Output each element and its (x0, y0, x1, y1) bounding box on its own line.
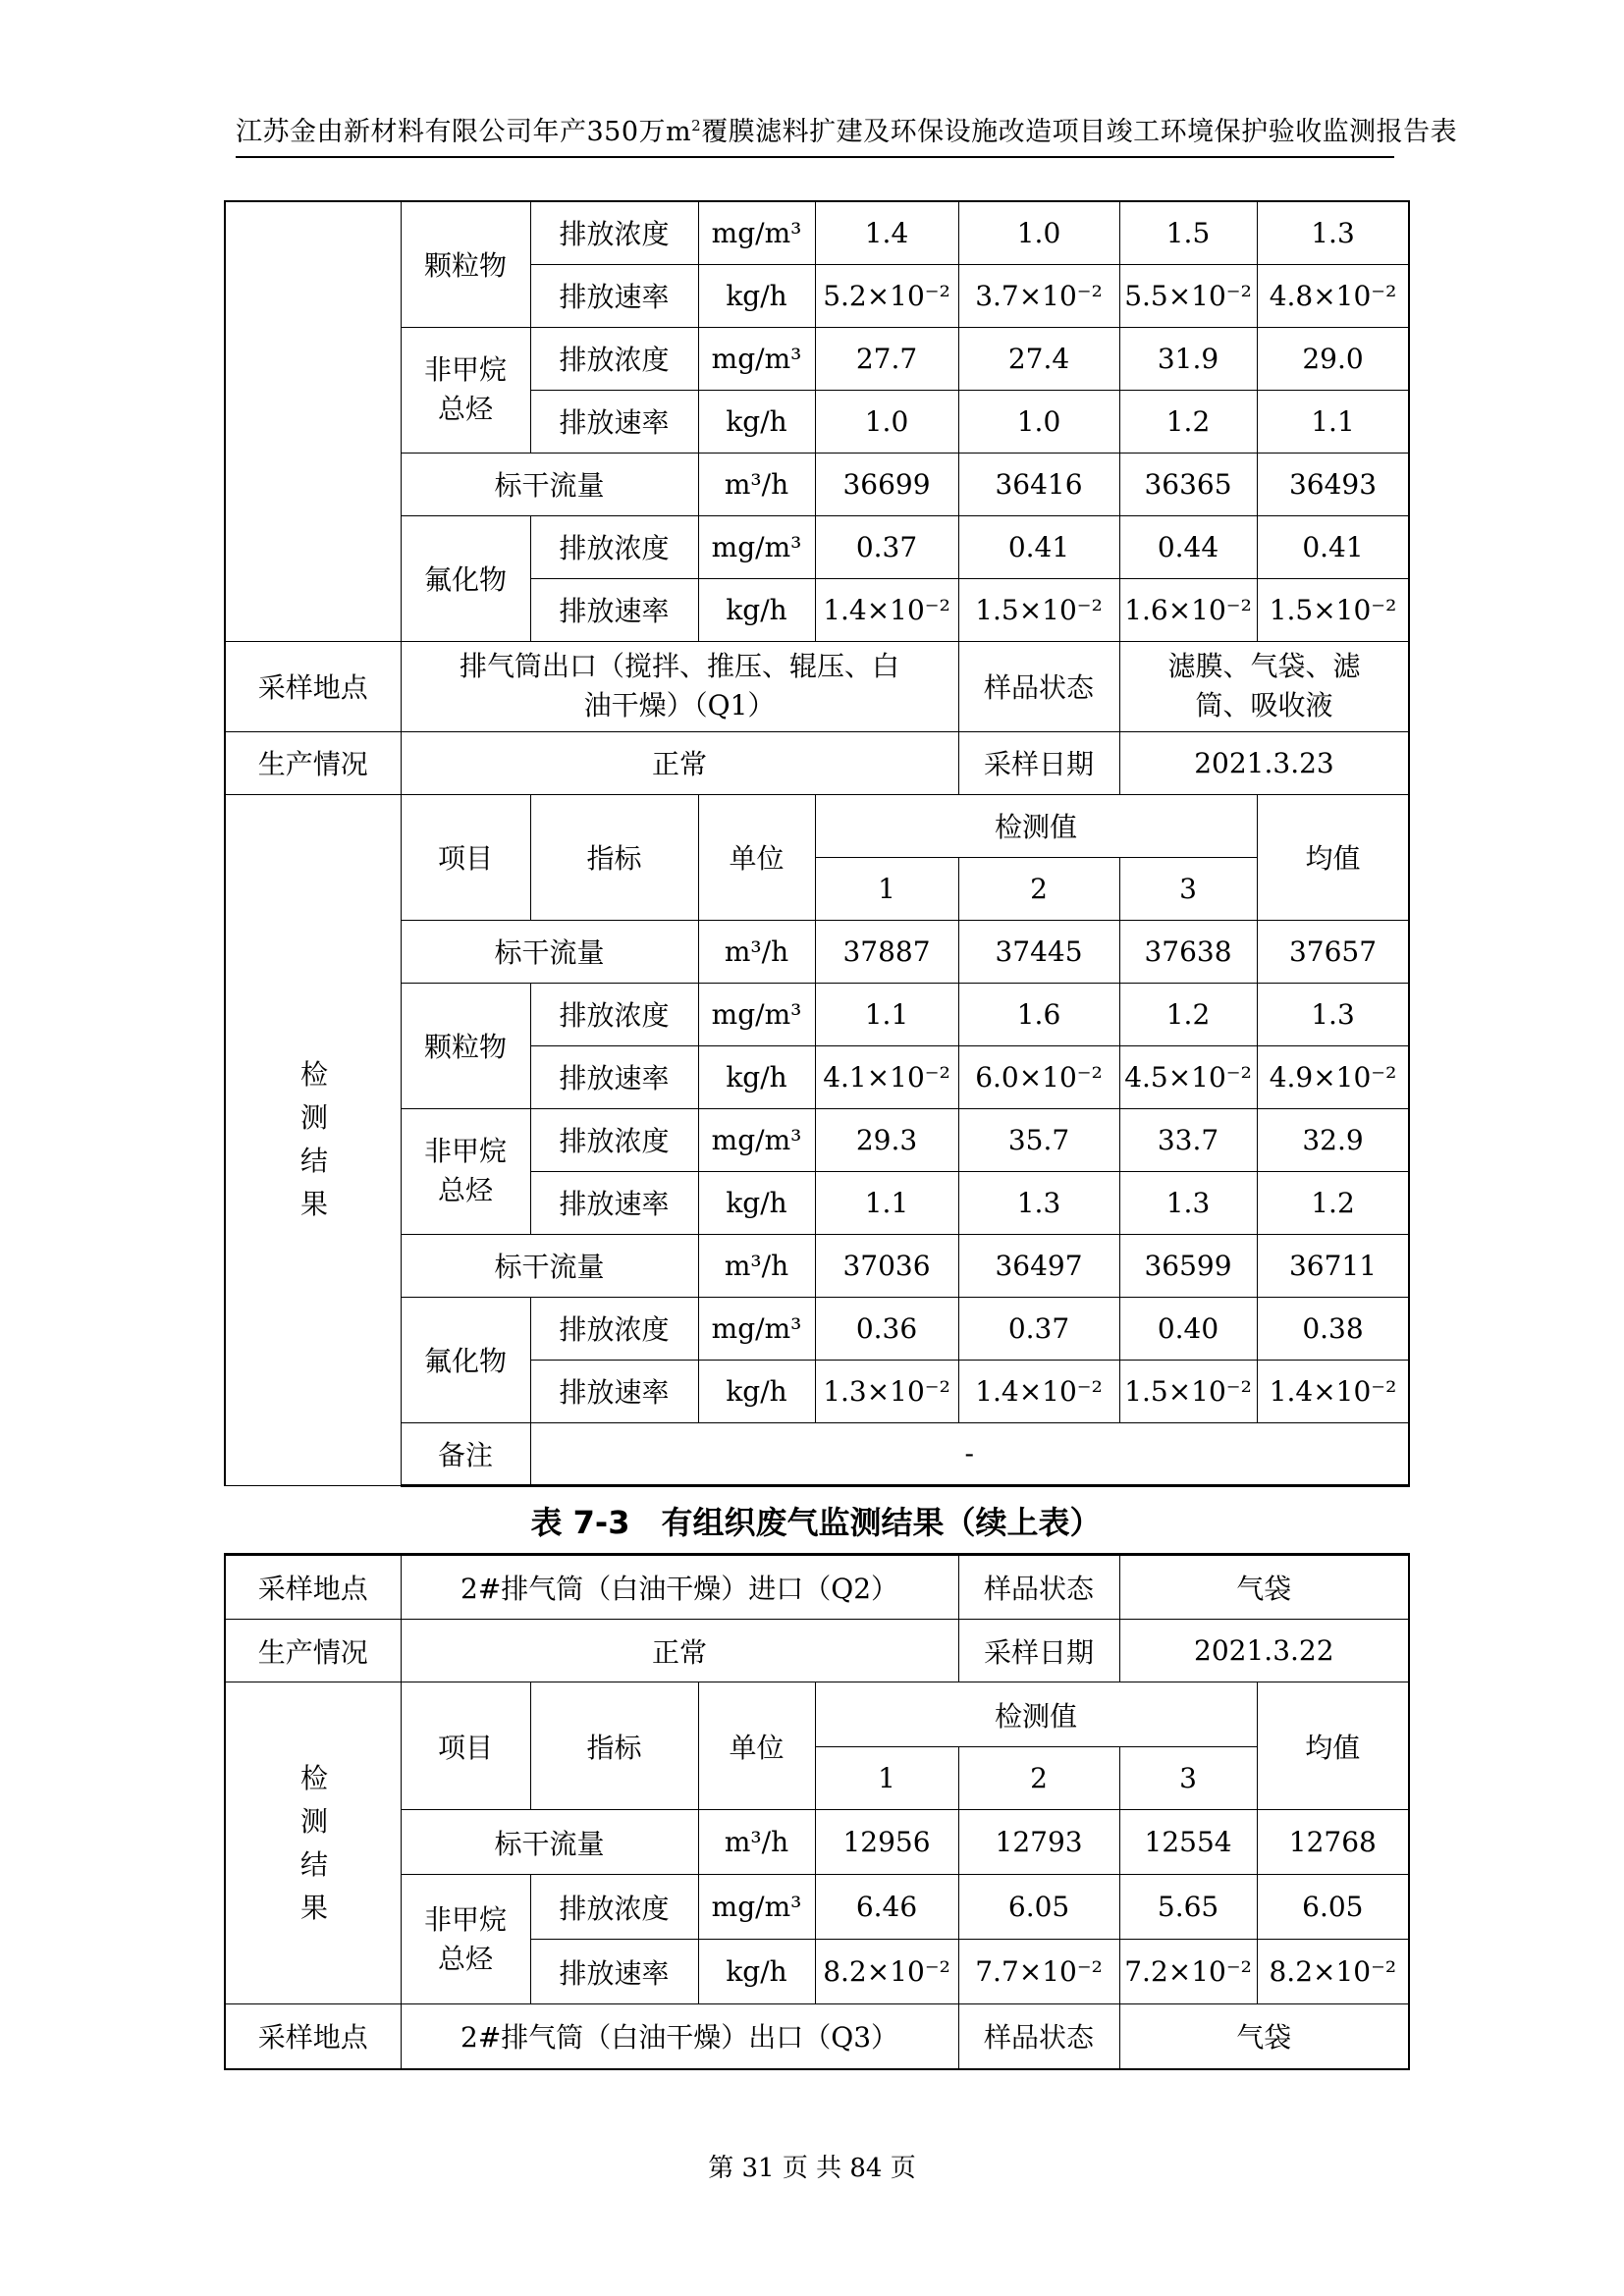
table-row (225, 1620, 1409, 1682)
table-row (225, 1422, 1409, 1485)
index-cell: 排放浓度 (530, 1108, 698, 1171)
index-cell: 排放浓度 (530, 515, 698, 578)
unit-cell: kg/h (698, 264, 815, 327)
value-cell: 1.5×10⁻² (1119, 1360, 1257, 1422)
group-cell: 氟化物 (401, 515, 530, 641)
flow-label-cell: 标干流量 (401, 453, 698, 515)
value-cell: 1.1 (815, 983, 958, 1045)
value-cell: 8.2×10⁻² (815, 1940, 958, 2004)
value-cell: 3.7×10⁻² (958, 264, 1119, 327)
unit-cell: m³/h (698, 1234, 815, 1297)
avg-cell: 0.41 (1257, 515, 1409, 578)
col-item: 项目 (401, 794, 530, 920)
index-cell: 排放速率 (530, 390, 698, 453)
value-cell: 1.5 (1119, 201, 1257, 264)
unit-cell: kg/h (698, 390, 815, 453)
table-row (225, 920, 1409, 983)
unit-cell: mg/m³ (698, 327, 815, 390)
date-label: 采样日期 (958, 1620, 1119, 1682)
group-cell: 颗粒物 (401, 201, 530, 327)
table-row (225, 1875, 1409, 1940)
production-label: 生产情况 (225, 1620, 401, 1682)
value-cell: 37036 (815, 1234, 958, 1297)
header-title-pre: 江苏金由新材料有限公司年产350万m (236, 117, 692, 147)
col-avg: 均值 (1257, 1682, 1409, 1810)
col-3: 3 (1119, 857, 1257, 920)
col-1: 1 (815, 1747, 958, 1810)
result-label: 检测结果 (225, 794, 401, 1485)
col-values: 检测值 (815, 794, 1257, 857)
value-cell: 37638 (1119, 920, 1257, 983)
sampling-value: 2#排气筒（白油干燥）进口（Q2） (401, 1555, 958, 1620)
group-cell: 非甲烷总烃 (401, 1875, 530, 2004)
production-label: 生产情况 (225, 731, 401, 794)
avg-cell: 1.2 (1257, 1171, 1409, 1234)
avg-cell: 1.3 (1257, 983, 1409, 1045)
value-cell: 5.2×10⁻² (815, 264, 958, 327)
value-cell: 0.41 (958, 515, 1119, 578)
index-cell: 排放浓度 (530, 1875, 698, 1940)
value-cell: 36416 (958, 453, 1119, 515)
col-unit: 单位 (698, 1682, 815, 1810)
value-cell: 1.3 (958, 1171, 1119, 1234)
unit-cell: kg/h (698, 1171, 815, 1234)
sample-state-value: 气袋 (1119, 2004, 1409, 2069)
index-cell: 排放速率 (530, 1045, 698, 1108)
index-cell: 排放速率 (530, 1360, 698, 1422)
index-cell: 排放浓度 (530, 201, 698, 264)
value-cell: 1.0 (815, 390, 958, 453)
table-row (225, 1297, 1409, 1360)
date-value: 2021.3.22 (1119, 1620, 1409, 1682)
header-title-sup: 2 (691, 117, 702, 134)
value-cell: 4.5×10⁻² (1119, 1045, 1257, 1108)
value-cell: 1.2 (1119, 983, 1257, 1045)
sample-state-label: 样品状态 (958, 1555, 1119, 1620)
table-row (225, 201, 1409, 264)
unit-cell: m³/h (698, 920, 815, 983)
table-row (225, 453, 1409, 515)
unit-cell: mg/m³ (698, 1875, 815, 1940)
unit-cell: kg/h (698, 578, 815, 641)
remark-label: 备注 (401, 1422, 530, 1485)
header-title-post: 覆膜滤料扩建及环保设施改造项目竣工环境保护验收监测报告表 (701, 117, 1458, 147)
col-1: 1 (815, 857, 958, 920)
result-label: 检测结果 (225, 1682, 401, 2004)
avg-cell: 32.9 (1257, 1108, 1409, 1171)
flow-label-cell: 标干流量 (401, 920, 698, 983)
table-row (225, 1810, 1409, 1875)
table-row (225, 641, 1409, 731)
value-cell: 1.3 (1119, 1171, 1257, 1234)
avg-cell: 0.38 (1257, 1297, 1409, 1360)
table-row (225, 1234, 1409, 1297)
unit-cell: m³/h (698, 1810, 815, 1875)
production-value: 正常 (401, 1620, 958, 1682)
avg-cell: 8.2×10⁻² (1257, 1940, 1409, 2004)
date-value: 2021.3.23 (1119, 731, 1409, 794)
table-row (225, 794, 1409, 857)
sampling-value: 排气筒出口（搅拌、推压、辊压、白油干燥）（Q1） (401, 641, 958, 731)
value-cell: 27.7 (815, 327, 958, 390)
avg-cell: 1.1 (1257, 390, 1409, 453)
avg-cell: 1.4×10⁻² (1257, 1360, 1409, 1422)
index-cell: 排放速率 (530, 578, 698, 641)
unit-cell: m³/h (698, 453, 815, 515)
col-item: 项目 (401, 1682, 530, 1810)
unit-cell: mg/m³ (698, 983, 815, 1045)
col-index: 指标 (530, 794, 698, 920)
value-cell: 6.0×10⁻² (958, 1045, 1119, 1108)
unit-cell: kg/h (698, 1045, 815, 1108)
value-cell: 0.40 (1119, 1297, 1257, 1360)
unit-cell: mg/m³ (698, 1297, 815, 1360)
avg-cell: 4.8×10⁻² (1257, 264, 1409, 327)
value-cell: 1.6 (958, 983, 1119, 1045)
flow-label-cell: 标干流量 (401, 1234, 698, 1297)
table-q2 (224, 1553, 1410, 2070)
table-row (225, 1555, 1409, 1620)
value-cell: 7.7×10⁻² (958, 1940, 1119, 2004)
table-q1 (224, 200, 1410, 1487)
avg-cell: 37657 (1257, 920, 1409, 983)
index-cell: 排放速率 (530, 264, 698, 327)
sample-state-value: 气袋 (1119, 1555, 1409, 1620)
table-row (225, 327, 1409, 390)
date-label: 采样日期 (958, 731, 1119, 794)
group-cell: 颗粒物 (401, 983, 530, 1108)
value-cell: 1.4 (815, 201, 958, 264)
index-cell: 排放浓度 (530, 327, 698, 390)
table-row (225, 2004, 1409, 2069)
sampling-label: 采样地点 (225, 641, 401, 731)
sample-state-label: 样品状态 (958, 2004, 1119, 2069)
col-2: 2 (958, 857, 1119, 920)
avg-cell: 36493 (1257, 453, 1409, 515)
group-cell: 氟化物 (401, 1297, 530, 1422)
value-cell: 1.4×10⁻² (958, 1360, 1119, 1422)
index-cell: 排放浓度 (530, 983, 698, 1045)
group-cell: 非甲烷总烃 (401, 327, 530, 453)
value-cell: 31.9 (1119, 327, 1257, 390)
unit-cell: kg/h (698, 1360, 815, 1422)
value-cell: 27.4 (958, 327, 1119, 390)
value-cell: 0.37 (958, 1297, 1119, 1360)
value-cell: 4.1×10⁻² (815, 1045, 958, 1108)
avg-cell: 4.9×10⁻² (1257, 1045, 1409, 1108)
value-cell: 0.36 (815, 1297, 958, 1360)
group-cell: 非甲烷总烃 (401, 1108, 530, 1234)
avg-cell: 12768 (1257, 1810, 1409, 1875)
value-cell: 5.65 (1119, 1875, 1257, 1940)
sample-state-label: 样品状态 (958, 641, 1119, 731)
avg-cell: 29.0 (1257, 327, 1409, 390)
continuation-cell (225, 201, 401, 641)
col-3: 3 (1119, 1747, 1257, 1810)
index-cell: 排放速率 (530, 1171, 698, 1234)
value-cell: 12793 (958, 1810, 1119, 1875)
value-cell: 36699 (815, 453, 958, 515)
col-values: 检测值 (815, 1682, 1257, 1747)
value-cell: 0.44 (1119, 515, 1257, 578)
value-cell: 36365 (1119, 453, 1257, 515)
sample-state-value: 滤膜、气袋、滤筒、吸收液 (1119, 641, 1409, 731)
value-cell: 6.46 (815, 1875, 958, 1940)
sampling-label: 采样地点 (225, 2004, 401, 2069)
value-cell: 7.2×10⁻² (1119, 1940, 1257, 2004)
page-header (236, 110, 1458, 158)
unit-cell: mg/m³ (698, 1108, 815, 1171)
value-cell: 1.5×10⁻² (958, 578, 1119, 641)
table-row (225, 1682, 1409, 1747)
value-cell: 0.37 (815, 515, 958, 578)
value-cell: 37445 (958, 920, 1119, 983)
col-avg: 均值 (1257, 794, 1409, 920)
avg-cell: 1.5×10⁻² (1257, 578, 1409, 641)
col-unit: 单位 (698, 794, 815, 920)
avg-cell: 36711 (1257, 1234, 1409, 1297)
value-cell: 1.2 (1119, 390, 1257, 453)
value-cell: 37887 (815, 920, 958, 983)
value-cell: 36497 (958, 1234, 1119, 1297)
unit-cell: kg/h (698, 1940, 815, 2004)
page-footer: 第 31 页 共 84 页 (708, 2154, 916, 2183)
value-cell: 12554 (1119, 1810, 1257, 1875)
index-cell: 排放速率 (530, 1940, 698, 2004)
value-cell: 33.7 (1119, 1108, 1257, 1171)
value-cell: 6.05 (958, 1875, 1119, 1940)
value-cell: 5.5×10⁻² (1119, 264, 1257, 327)
production-value: 正常 (401, 731, 958, 794)
table-row (225, 983, 1409, 1045)
table-row (225, 1108, 1409, 1171)
table-caption: 表 7-3 有组织废气监测结果（续上表） (530, 1504, 1102, 1541)
value-cell: 1.4×10⁻² (815, 578, 958, 641)
value-cell: 12956 (815, 1810, 958, 1875)
avg-cell: 6.05 (1257, 1875, 1409, 1940)
remark-value: - (530, 1422, 1409, 1485)
col-index: 指标 (530, 1682, 698, 1810)
value-cell: 35.7 (958, 1108, 1119, 1171)
index-cell: 排放浓度 (530, 1297, 698, 1360)
value-cell: 29.3 (815, 1108, 958, 1171)
value-cell: 1.1 (815, 1171, 958, 1234)
value-cell: 1.6×10⁻² (1119, 578, 1257, 641)
sampling-value: 2#排气筒（白油干燥）出口（Q3） (401, 2004, 958, 2069)
table-row (225, 731, 1409, 794)
value-cell: 36599 (1119, 1234, 1257, 1297)
flow-label-cell: 标干流量 (401, 1810, 698, 1875)
value-cell: 1.0 (958, 201, 1119, 264)
value-cell: 1.3×10⁻² (815, 1360, 958, 1422)
table-row (225, 515, 1409, 578)
unit-cell: mg/m³ (698, 201, 815, 264)
value-cell: 1.0 (958, 390, 1119, 453)
unit-cell: mg/m³ (698, 515, 815, 578)
col-2: 2 (958, 1747, 1119, 1810)
avg-cell: 1.3 (1257, 201, 1409, 264)
sampling-label: 采样地点 (225, 1555, 401, 1620)
